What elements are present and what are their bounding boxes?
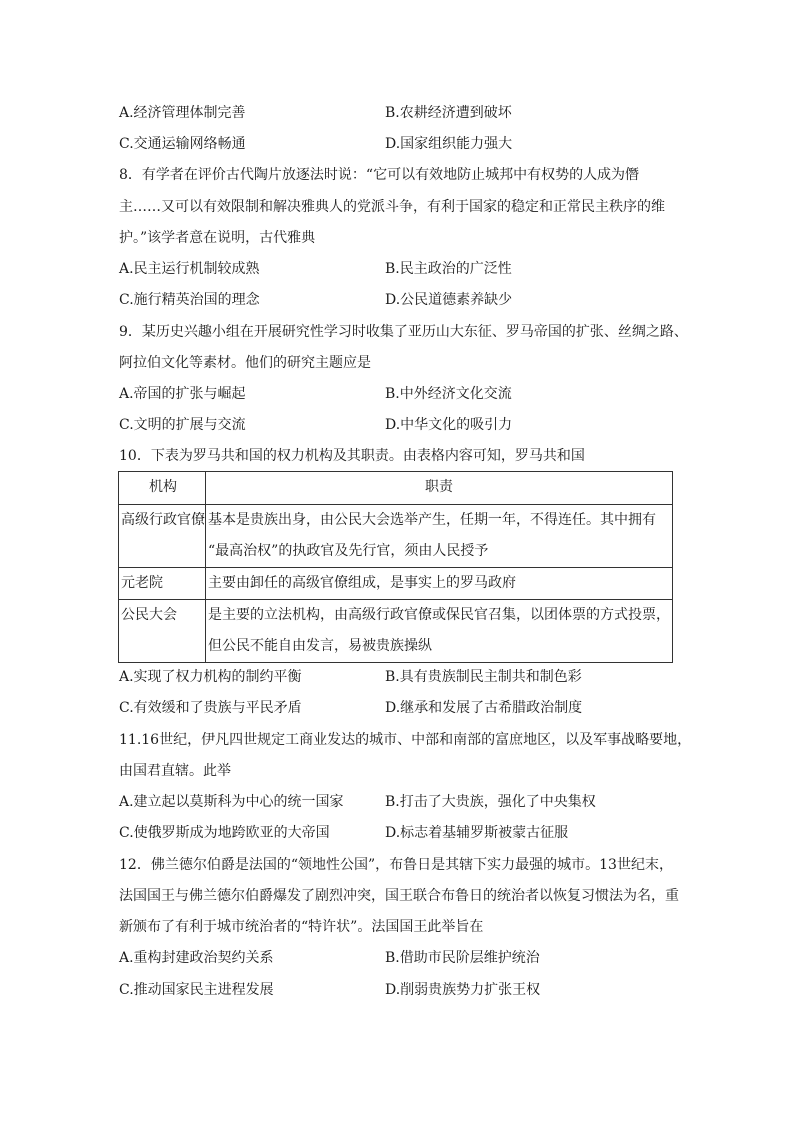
q10-option-d: D.继承和发展了古希腊政治制度 [385, 700, 583, 716]
q9-option-d: D.中华文化的吸引力 [385, 417, 513, 433]
org-text: 公民大会 [121, 607, 177, 623]
org-text: 元老院 [121, 575, 163, 591]
table-cell-duty [206, 505, 673, 568]
q9-option-b: B.中外经济文化交流 [385, 386, 512, 402]
q8-stem-line-1: 8．有学者在评价古代陶片放逐法时说：“它可以有效地防止城邦中有权势的人成为僭 [119, 167, 640, 183]
q9-stem-line-2: 阿拉伯文化等素材。他们的研究主题应是 [119, 355, 371, 371]
q10-option-a: A.实现了权力机构的制约平衡 [119, 669, 302, 685]
table-cell-duty [206, 568, 673, 600]
table-header-org: 机构 [119, 472, 206, 505]
table-row [119, 568, 673, 600]
q7-option-d: D.国家组织能力强大 [385, 136, 513, 152]
q12-stem-line-1: 12．佛兰德尔伯爵是法国的“领地性公国”，布鲁日是其辖下实力最强的城市。13世纪末， [119, 857, 673, 873]
q11-stem-line-2: 由国君直辖。此举 [119, 763, 231, 779]
duty-line: 但公民不能自由发言，易被贵族操纵 [208, 638, 432, 654]
q7-option-a: A.经济管理体制完善 [119, 105, 246, 121]
q8-option-d: D.公民道德素养缺少 [385, 292, 513, 308]
q11-option-a: A.建立起以莫斯科为中心的统一国家 [119, 794, 344, 810]
table-cell-org [119, 505, 206, 568]
q12-option-d: D.削弱贵族势力扩张王权 [385, 982, 541, 998]
duty-line: “最高治权”的执政官及先行官，须由人民授予 [208, 543, 489, 559]
q9-option-c: C.文明的扩展与交流 [119, 417, 246, 433]
q7-option-b: B.农耕经济遭到破坏 [385, 105, 512, 121]
q8-option-a: A.民主运行机制较成熟 [119, 261, 260, 277]
duty-line: 主要由卸任的高级官僚组成，是事实上的罗马政府 [208, 575, 516, 591]
q12-option-a: A.重构封建政治契约关系 [119, 950, 274, 966]
q9-stem-line-1: 9．某历史兴趣小组在开展研究性学习时收集了亚历山大东征、罗马帝国的扩张、丝绸之路、 [119, 324, 688, 340]
q12-stem-line-3: 新颁布了有利于城市统治者的“特许状”。法国国王此举旨在 [119, 919, 484, 935]
org-text: 高级行政官僚 [121, 512, 205, 528]
table-cell-org [119, 568, 206, 600]
q10-option-c: C.有效缓和了贵族与平民矛盾 [119, 700, 302, 716]
q11-option-b: B.打击了大贵族，强化了中央集权 [385, 794, 596, 810]
q8-option-c: C.施行精英治国的理念 [119, 292, 260, 308]
table-cell-duty [206, 600, 673, 663]
roman-republic-table [118, 471, 673, 663]
table-cell-org [119, 600, 206, 663]
table-header-row [119, 472, 673, 505]
table-header-duty: 职责 [206, 472, 673, 505]
q8-stem-line-2: 主……又可以有效限制和解决雅典人的党派斗争，有利于国家的稳定和正常民主秩序的维 [119, 199, 665, 215]
q7-option-c: C.交通运输网络畅通 [119, 136, 246, 152]
q10-option-b: B.具有贵族制民主制共和制色彩 [385, 669, 582, 685]
q9-option-a: A.帝国的扩张与崛起 [119, 386, 246, 402]
q11-stem-line-1: 11.16世纪，伊凡四世规定工商业发达的城市、中部和南部的富庶地区，以及军事战略要地， [119, 732, 692, 748]
q8-option-b: B.民主政治的广泛性 [385, 261, 512, 277]
q10-stem: 10．下表为罗马共和国的权力机构及其职责。由表格内容可知，罗马共和国 [119, 448, 585, 464]
q12-option-c: C.推动国家民主进程发展 [119, 982, 274, 998]
q8-stem-line-3: 护。”该学者意在说明，古代雅典 [119, 230, 316, 246]
q12-option-b: B.借助市民阶层维护统治 [385, 950, 540, 966]
q11-option-d: D.标志着基辅罗斯被蒙古征服 [385, 825, 569, 841]
duty-line: 基本是贵族出身，由公民大会选举产生，任期一年，不得连任。其中拥有 [208, 512, 656, 528]
table-row [119, 505, 673, 568]
table-row [119, 600, 673, 663]
q12-stem-line-2: 法国国王与佛兰德尔伯爵爆发了剧烈冲突，国王联合布鲁日的统治者以恢复习惯法为名，重 [119, 888, 679, 904]
q11-option-c: C.使俄罗斯成为地跨欧亚的大帝国 [119, 825, 330, 841]
duty-line: 是主要的立法机构，由高级行政官僚或保民官召集，以团体票的方式投票， [208, 607, 670, 623]
